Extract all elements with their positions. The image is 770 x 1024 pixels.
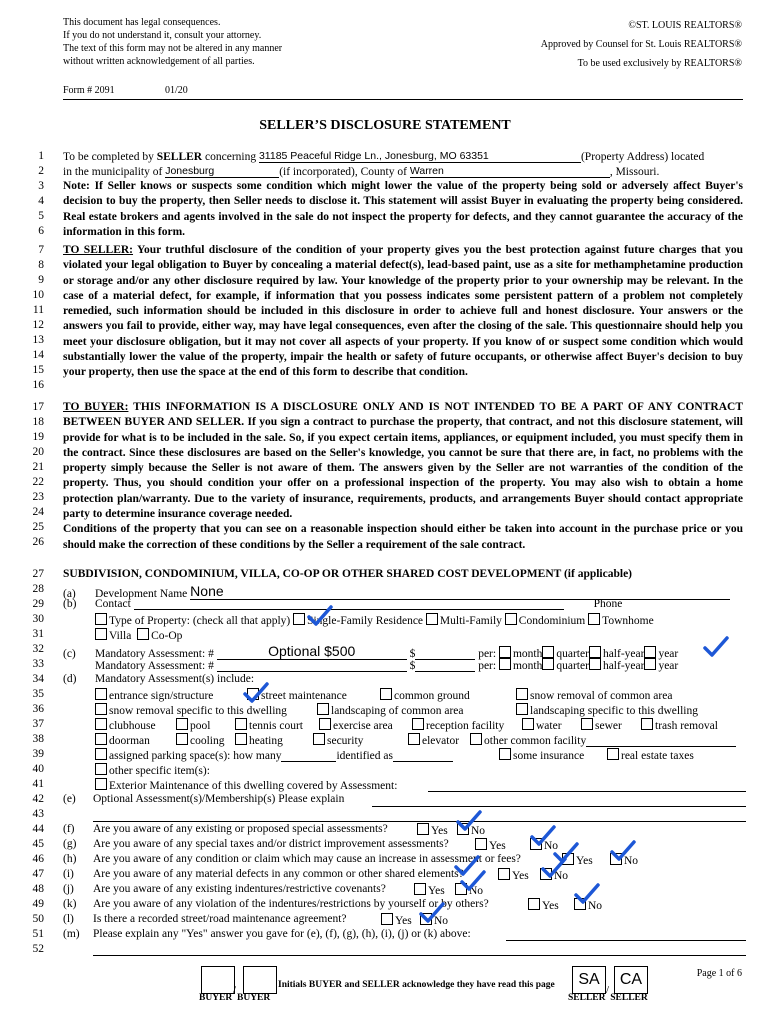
buyer-initials-box-1[interactable] (201, 966, 235, 994)
dollar-sign: $ (409, 660, 416, 672)
period-label: month (512, 660, 543, 672)
yes-option (498, 868, 529, 882)
copyright-line: To be used exclusively by REALTORS® (577, 58, 742, 69)
tennis-court-checkbox[interactable] (235, 718, 247, 730)
yes-option (528, 898, 559, 912)
item-letter: (a) (63, 588, 76, 600)
contact-field[interactable] (134, 609, 564, 610)
option-label: heating (249, 735, 283, 747)
seller-initials-box-2[interactable] (614, 966, 648, 994)
line-number: 27 (32, 568, 44, 580)
line-number: 31 (32, 628, 44, 640)
legal-notice (63, 16, 282, 68)
line-number: 48 (32, 883, 44, 895)
yes-checkbox[interactable] (414, 883, 426, 895)
municipality-field[interactable]: Jonesburg (165, 165, 279, 178)
contact-row (63, 598, 743, 610)
parking-count-field[interactable] (281, 761, 336, 762)
to-buyer-text: THIS INFORMATION IS A DISCLOSURE ONLY AND IS NOT INTENDED TO BE A PART OF ANY CONTRACT BETWEEN BUYER AND SELLER. If you sign a contract to purchase the property, that contract, and not this disclosure statement, will provide for what is to be included in the sale. So, if you expect certain items, appliances, or equipment included, you must specify them in the contract. Since these disclosures are based on the Seller's knowledge, you cannot be sure that there are, in fact, no problems with the property simply because the Seller is not aware of them. The answers given by the Seller are not warranties of the condition of the property. Thus, you should condition your offer on a professional inspection of the property. You may also wish to obtain a home protection plan/warranty. Due to the variety of insurance, requirements, products, and arrangements Buyer should contact appropriate party to determine insurance coverage needed. (63, 401, 743, 521)
line-number: 11 (32, 304, 44, 316)
assessment-number-field[interactable]: Optional $500 (217, 643, 407, 660)
reception-facility-checkbox[interactable] (412, 718, 424, 730)
line-number: 35 (32, 688, 44, 700)
yes-label: Yes (428, 885, 445, 897)
per-label: per: (478, 648, 497, 660)
dollar-sign: $ (409, 648, 416, 660)
item-letter: (g) (63, 838, 77, 850)
optional-assessment-field-2[interactable] (93, 821, 746, 822)
yes-checkbox[interactable] (417, 823, 429, 835)
other-items-checkbox[interactable] (95, 763, 107, 775)
water-checkbox[interactable] (522, 718, 534, 730)
line-number: 33 (32, 658, 44, 670)
seller-initials-2: CA (619, 971, 643, 988)
intro-line-1 (63, 150, 743, 163)
line-number: 12 (32, 319, 44, 331)
includes-label: Mandatory Assessment(s) include: (95, 673, 255, 685)
explain-label: Please explain any "Yes" answer you gave for (e), (f), (g), (h), (i), (j) or (k) above: (93, 928, 471, 940)
yes-label: Yes (542, 900, 559, 912)
development-name-field[interactable]: None (190, 583, 730, 600)
property-address-field[interactable]: 31185 Peaceful Ridge Ln., Jonesburg, MO 63351 (259, 150, 581, 163)
question-text: Are you aware of any violation of the indentures/restrictions by yourself or by others? (93, 898, 489, 910)
item-letter: (b) (63, 598, 77, 610)
line-number: 41 (32, 778, 44, 790)
question-row (63, 883, 743, 895)
line-number: 52 (32, 943, 44, 955)
period-label: half-year (602, 648, 645, 660)
slash: / (233, 984, 237, 996)
line-number: 6 (38, 225, 44, 237)
option-label: Villa (109, 630, 132, 642)
option-label: reception facility (426, 720, 505, 732)
line-number: 17 (32, 401, 44, 413)
month-checkbox[interactable] (499, 658, 511, 670)
line-number: 51 (32, 928, 44, 940)
co-op-checkbox[interactable] (137, 628, 149, 640)
to-buyer-paragraph (63, 400, 743, 553)
to-seller-label: TO SELLER: (63, 244, 134, 256)
line-number: 42 (32, 793, 44, 805)
entrance-sign-checkbox[interactable] (95, 688, 107, 700)
option-label: landscaping of common area (331, 705, 464, 717)
to-buyer-conditions: Conditions of the property that you can see on a reasonable inspection should either be taken into account in the purchase price or you should make the correction of these conditions by the Seller a requirement of the sale contract. (63, 523, 743, 551)
period-label: half-year (602, 660, 645, 672)
question-text: Are you aware of any material defects in any common or other shared elements? (93, 868, 464, 880)
line-number: 13 (32, 334, 44, 346)
other-facility-field[interactable] (586, 746, 736, 747)
checkmark-icon (456, 810, 482, 832)
yes-label: Yes (576, 855, 593, 867)
type-checkbox[interactable] (95, 613, 107, 625)
line-number: 24 (32, 506, 44, 518)
option-label: some insurance (513, 750, 585, 762)
optional-assessment-row (63, 793, 743, 805)
copyright-line: ©ST. LOUIS REALTORS® (628, 20, 742, 31)
option-label: sewer (595, 720, 622, 732)
no-label: No (471, 825, 486, 837)
line-number: 2 (38, 165, 44, 177)
heating-checkbox[interactable] (235, 733, 247, 745)
security-checkbox[interactable] (313, 733, 325, 745)
includes-row-7 (95, 778, 397, 792)
line-number: 8 (38, 259, 44, 271)
option-label: clubhouse (109, 720, 156, 732)
line-number: 9 (38, 274, 44, 286)
option-label: other specific item(s): (109, 765, 210, 777)
line-number: 18 (32, 416, 44, 428)
half-year-checkbox[interactable] (589, 646, 601, 658)
includes-row-6 (95, 763, 210, 777)
multi-family-checkbox[interactable] (426, 613, 438, 625)
question-text: Is there a recorded street/road maintenance agreement? (93, 913, 347, 925)
legal-notice-line: If you do not understand it, consult your attorney. (63, 30, 262, 41)
text: To be completed by (63, 151, 157, 163)
text: , Missouri. (609, 166, 660, 178)
assessment-amount-field-2[interactable] (415, 671, 475, 672)
text: in the municipality of (63, 166, 166, 178)
line-number: 32 (32, 643, 44, 655)
phone-label: Phone (593, 598, 623, 610)
section-heading: SUBDIVISION, CONDOMINIUM, VILLA, CO-OP OR OTHER SHARED COST DEVELOPMENT (if applicable) (63, 568, 633, 580)
option-label: Co-Op (151, 630, 183, 642)
buyer-initials-box-2[interactable] (243, 966, 277, 994)
buyer-labels: BUYER BUYER (199, 993, 271, 1003)
to-seller-paragraph (63, 243, 743, 381)
common-ground-checkbox[interactable] (380, 688, 392, 700)
question-row (63, 853, 743, 865)
checkmark-icon (574, 883, 600, 905)
single-family-checkbox[interactable] (293, 613, 305, 625)
quarter-checkbox[interactable] (542, 658, 554, 670)
checkmark-icon (243, 682, 269, 704)
line-number: 46 (32, 853, 44, 865)
initials-acknowledgement: Initials BUYER and SELLER acknowledge they have read this page (278, 980, 555, 990)
option-label: cooling (190, 735, 225, 747)
parking-id-field[interactable] (393, 761, 453, 762)
text: concerning (202, 151, 259, 163)
seller-initials-box-1[interactable] (572, 966, 606, 994)
yes-option (417, 823, 448, 837)
option-label: Townhome (602, 615, 654, 627)
other-common-facility-checkbox[interactable] (470, 733, 482, 745)
yes-option (414, 883, 445, 897)
question-text: Are you aware of any existing or proposed special assessments? (93, 823, 388, 835)
line-number: 34 (32, 673, 44, 685)
clubhouse-checkbox[interactable] (95, 718, 107, 730)
checkmark-icon (541, 857, 567, 879)
yes-option (475, 838, 506, 852)
line-number: 37 (32, 718, 44, 730)
line-number: 1 (38, 150, 44, 162)
optional-assessment-label: Optional Assessment(s)/Membership(s) Please explain (93, 793, 345, 805)
question-row (63, 868, 743, 880)
contact-label: Contact (95, 598, 131, 610)
year-checkbox[interactable] (644, 646, 656, 658)
seller-label: SELLER (156, 151, 203, 163)
form-number: Form # 2091 (63, 85, 115, 96)
option-label: assigned parking space(s): how many (109, 750, 282, 762)
to-seller-text: Your truthful disclosure of the condition of your property gives you the best protection against future charges that you violated your legal obligation to Buyer by concealing a material defect(s), lead-based paint, use as a site for methamphetamine production or storage and/or any other disclosure required by law. Your knowledge of the property prior to your ownership may be relevant. In the case of a material defect, for example, if information that you possess indicates some persistent pattern of a problem not completely remedied, such information should be included in this disclosure in order to achieve full and honest disclosure. Your answers or the answers you fail to provide, either way, may have legal consequences, even after the closing of the sale. This questionnaire should help you meet your disclosure obligation, but it may not cover all aspects of your property. If you know of or suspect some condition which would substantially lower the value of the property, impair the health or safety of future occupants, or otherwise affect Buyer's decision to buy your property, then use the space at the end of this form to describe that condition. (63, 244, 743, 379)
no-label: No (469, 885, 484, 897)
development-name-label: Development Name (95, 588, 188, 600)
elevator-checkbox[interactable] (408, 733, 420, 745)
line-number: 4 (38, 195, 44, 207)
line-number: 38 (32, 733, 44, 745)
checkmark-icon (703, 636, 729, 658)
condominium-checkbox[interactable] (505, 613, 517, 625)
cooling-checkbox[interactable] (176, 733, 188, 745)
option-label: trash removal (655, 720, 718, 732)
yes-checkbox[interactable] (528, 898, 540, 910)
line-number: 49 (32, 898, 44, 910)
county-field[interactable]: Warren (410, 165, 610, 178)
landscaping-dwelling-checkbox[interactable] (516, 703, 528, 715)
exercise-area-checkbox[interactable] (319, 718, 331, 730)
line-number: 21 (32, 461, 44, 473)
yes-checkbox[interactable] (498, 868, 510, 880)
period-label: year (658, 660, 679, 672)
to-buyer-label: TO BUYER: (63, 401, 129, 413)
quarter-checkbox[interactable] (542, 646, 554, 658)
pool-checkbox[interactable] (176, 718, 188, 730)
parking-checkbox[interactable] (95, 748, 107, 760)
yes-checkbox[interactable] (475, 838, 487, 850)
legal-notice-line: without written acknowledgement of all parties. (63, 56, 255, 67)
option-label: Condominium (518, 615, 586, 627)
assessment-label: Mandatory Assessment: # (95, 648, 214, 660)
period-label: month (512, 648, 543, 660)
option-label: snow removal specific to this dwelling (109, 705, 287, 717)
real-estate-taxes-checkbox[interactable] (607, 748, 619, 760)
option-label: Exterior Maintenance of this dwelling covered by Assessment: (109, 780, 398, 792)
line-number: 39 (32, 748, 44, 760)
explain-field-2[interactable] (93, 955, 746, 956)
no-label: No (434, 915, 449, 927)
form-date: 01/20 (165, 85, 188, 96)
option-label: pool (190, 720, 211, 732)
line-number: 36 (32, 703, 44, 715)
question-text: Are you aware of any condition or claim which may cause an increase in assessment or fees? (93, 853, 521, 865)
line-number: 45 (32, 838, 44, 850)
line-number: 5 (38, 210, 44, 222)
yes-label: Yes (512, 870, 529, 882)
checkmark-icon (460, 870, 486, 892)
option-label: street maintenance (261, 690, 347, 702)
option-label: tennis court (249, 720, 303, 732)
option-label: water (536, 720, 562, 732)
snow-removal-common-checkbox[interactable] (516, 688, 528, 700)
period-label: quarter (556, 660, 589, 672)
option-label: Single-Family Residence (307, 615, 424, 627)
no-label: No (554, 870, 569, 882)
legal-notice-line: This document has legal consequences. (63, 17, 221, 28)
text: (Property Address) located (580, 151, 705, 163)
item-letter: (d) (63, 673, 77, 685)
option-label: common ground (394, 690, 470, 702)
line-number: 50 (32, 913, 44, 925)
option-label: Multi-Family (439, 615, 502, 627)
line-number: 25 (32, 521, 44, 533)
question-row (63, 838, 743, 850)
option-label: doorman (109, 735, 150, 747)
yes-label: Yes (489, 840, 506, 852)
line-number: 19 (32, 431, 44, 443)
option-label: exercise area (333, 720, 393, 732)
exterior-maintenance-checkbox[interactable] (95, 778, 107, 790)
snow-removal-dwelling-checkbox[interactable] (95, 703, 107, 715)
sewer-checkbox[interactable] (581, 718, 593, 730)
item-letter: (c) (63, 648, 76, 660)
option-label: snow removal of common area (530, 690, 673, 702)
question-text: Are you aware of any special taxes and/or district improvement assessments? (93, 838, 449, 850)
period-label: year (658, 648, 679, 660)
header-divider (63, 99, 743, 100)
option-label: security (327, 735, 364, 747)
option-label: landscaping specific to this dwelling (530, 705, 698, 717)
explain-row (63, 928, 743, 940)
intro-note: Note: If Seller knows or suspects some condition which might lower the value of the property being sold or adversely affect Buyer's decision to buy the property, then Seller needs to disclose it. This statement will assist Buyer in evaluating the property being considered. Real estate brokers and agents involved in the sale do not inspect the property for defects, and they cannot guarantee the accuracy of the information in this form. (63, 180, 743, 238)
question-row (63, 823, 743, 835)
seller-initials-1: SA (578, 971, 600, 988)
line-number: 15 (32, 364, 44, 376)
line-number: 26 (32, 536, 44, 548)
line-number: 44 (32, 823, 44, 835)
seller-labels: SELLER SELLER (568, 993, 648, 1003)
item-letter: (k) (63, 898, 77, 910)
type-label: Type of Property: (check all that apply) (109, 615, 291, 627)
no-label: No (588, 900, 603, 912)
text: (if incorporated), County of (279, 166, 410, 178)
optional-assessment-field[interactable] (372, 806, 746, 807)
option-label: other common facility (484, 735, 587, 747)
explain-field[interactable] (506, 940, 746, 941)
item-letter: (m) (63, 928, 80, 940)
no-label: No (624, 855, 639, 867)
item-letter: (f) (63, 823, 75, 835)
line-number: 10 (32, 289, 44, 301)
checkmark-icon (419, 902, 445, 924)
copyright-line: Approved by Counsel for St. Louis REALTORS® (540, 39, 742, 50)
line-number: 30 (32, 613, 44, 625)
slash: / (606, 984, 610, 996)
line-number: 16 (32, 379, 44, 391)
item-letter: (i) (63, 868, 74, 880)
per-label: per: (478, 660, 497, 672)
half-year-checkbox[interactable] (589, 658, 601, 670)
yes-label: Yes (395, 915, 412, 927)
exterior-maintenance-field[interactable] (428, 791, 746, 792)
no-label: No (544, 840, 559, 852)
line-number: 7 (38, 244, 44, 256)
yes-checkbox[interactable] (381, 913, 393, 925)
assessment-includes-row (63, 673, 743, 685)
line-number: 22 (32, 476, 44, 488)
option-label: entrance sign/structure (109, 690, 214, 702)
option-label: elevator (422, 735, 460, 747)
option-label: real estate taxes (621, 750, 694, 762)
line-number: 20 (32, 446, 44, 458)
year-checkbox[interactable] (644, 658, 656, 670)
landscaping-common-checkbox[interactable] (317, 703, 329, 715)
line-number: 43 (32, 808, 44, 820)
line-number: 14 (32, 349, 44, 361)
line-number: 3 (38, 180, 44, 192)
assessment-label: Mandatory Assessment: # (95, 660, 214, 672)
mandatory-assessment-row-2 (63, 658, 743, 672)
some-insurance-checkbox[interactable] (499, 748, 511, 760)
intro-line-2 (63, 165, 743, 178)
month-checkbox[interactable] (499, 646, 511, 658)
type-row-1 (63, 613, 743, 627)
checkmark-icon (307, 605, 333, 627)
line-number: 47 (32, 868, 44, 880)
checkmark-icon (610, 840, 636, 862)
question-row (63, 898, 743, 910)
copyright-block (541, 16, 742, 73)
yes-label: Yes (431, 825, 448, 837)
villa-checkbox[interactable] (95, 628, 107, 640)
trash-removal-checkbox[interactable] (641, 718, 653, 730)
page-number: Page 1 of 6 (696, 968, 742, 979)
line-number: 40 (32, 763, 44, 775)
question-text: Are you aware of any existing indentures/restrictive covenants? (93, 883, 386, 895)
item-letter: (l) (63, 913, 74, 925)
yes-option (381, 913, 412, 927)
line-number: 23 (32, 491, 44, 503)
item-letter: (j) (63, 883, 74, 895)
page-title: SELLER’S DISCLOSURE STATEMENT (259, 118, 511, 133)
townhome-checkbox[interactable] (588, 613, 600, 625)
doorman-checkbox[interactable] (95, 733, 107, 745)
type-row-2 (63, 628, 743, 642)
item-letter: (e) (63, 793, 76, 805)
line-number: 28 (32, 583, 44, 595)
option-label: identified as (336, 750, 393, 762)
assessment-number-field-2[interactable] (217, 671, 407, 672)
item-letter: (h) (63, 853, 77, 865)
period-label: quarter (556, 648, 589, 660)
line-number: 29 (32, 598, 44, 610)
legal-notice-line: The text of this form may not be altered in any manner (63, 43, 283, 54)
